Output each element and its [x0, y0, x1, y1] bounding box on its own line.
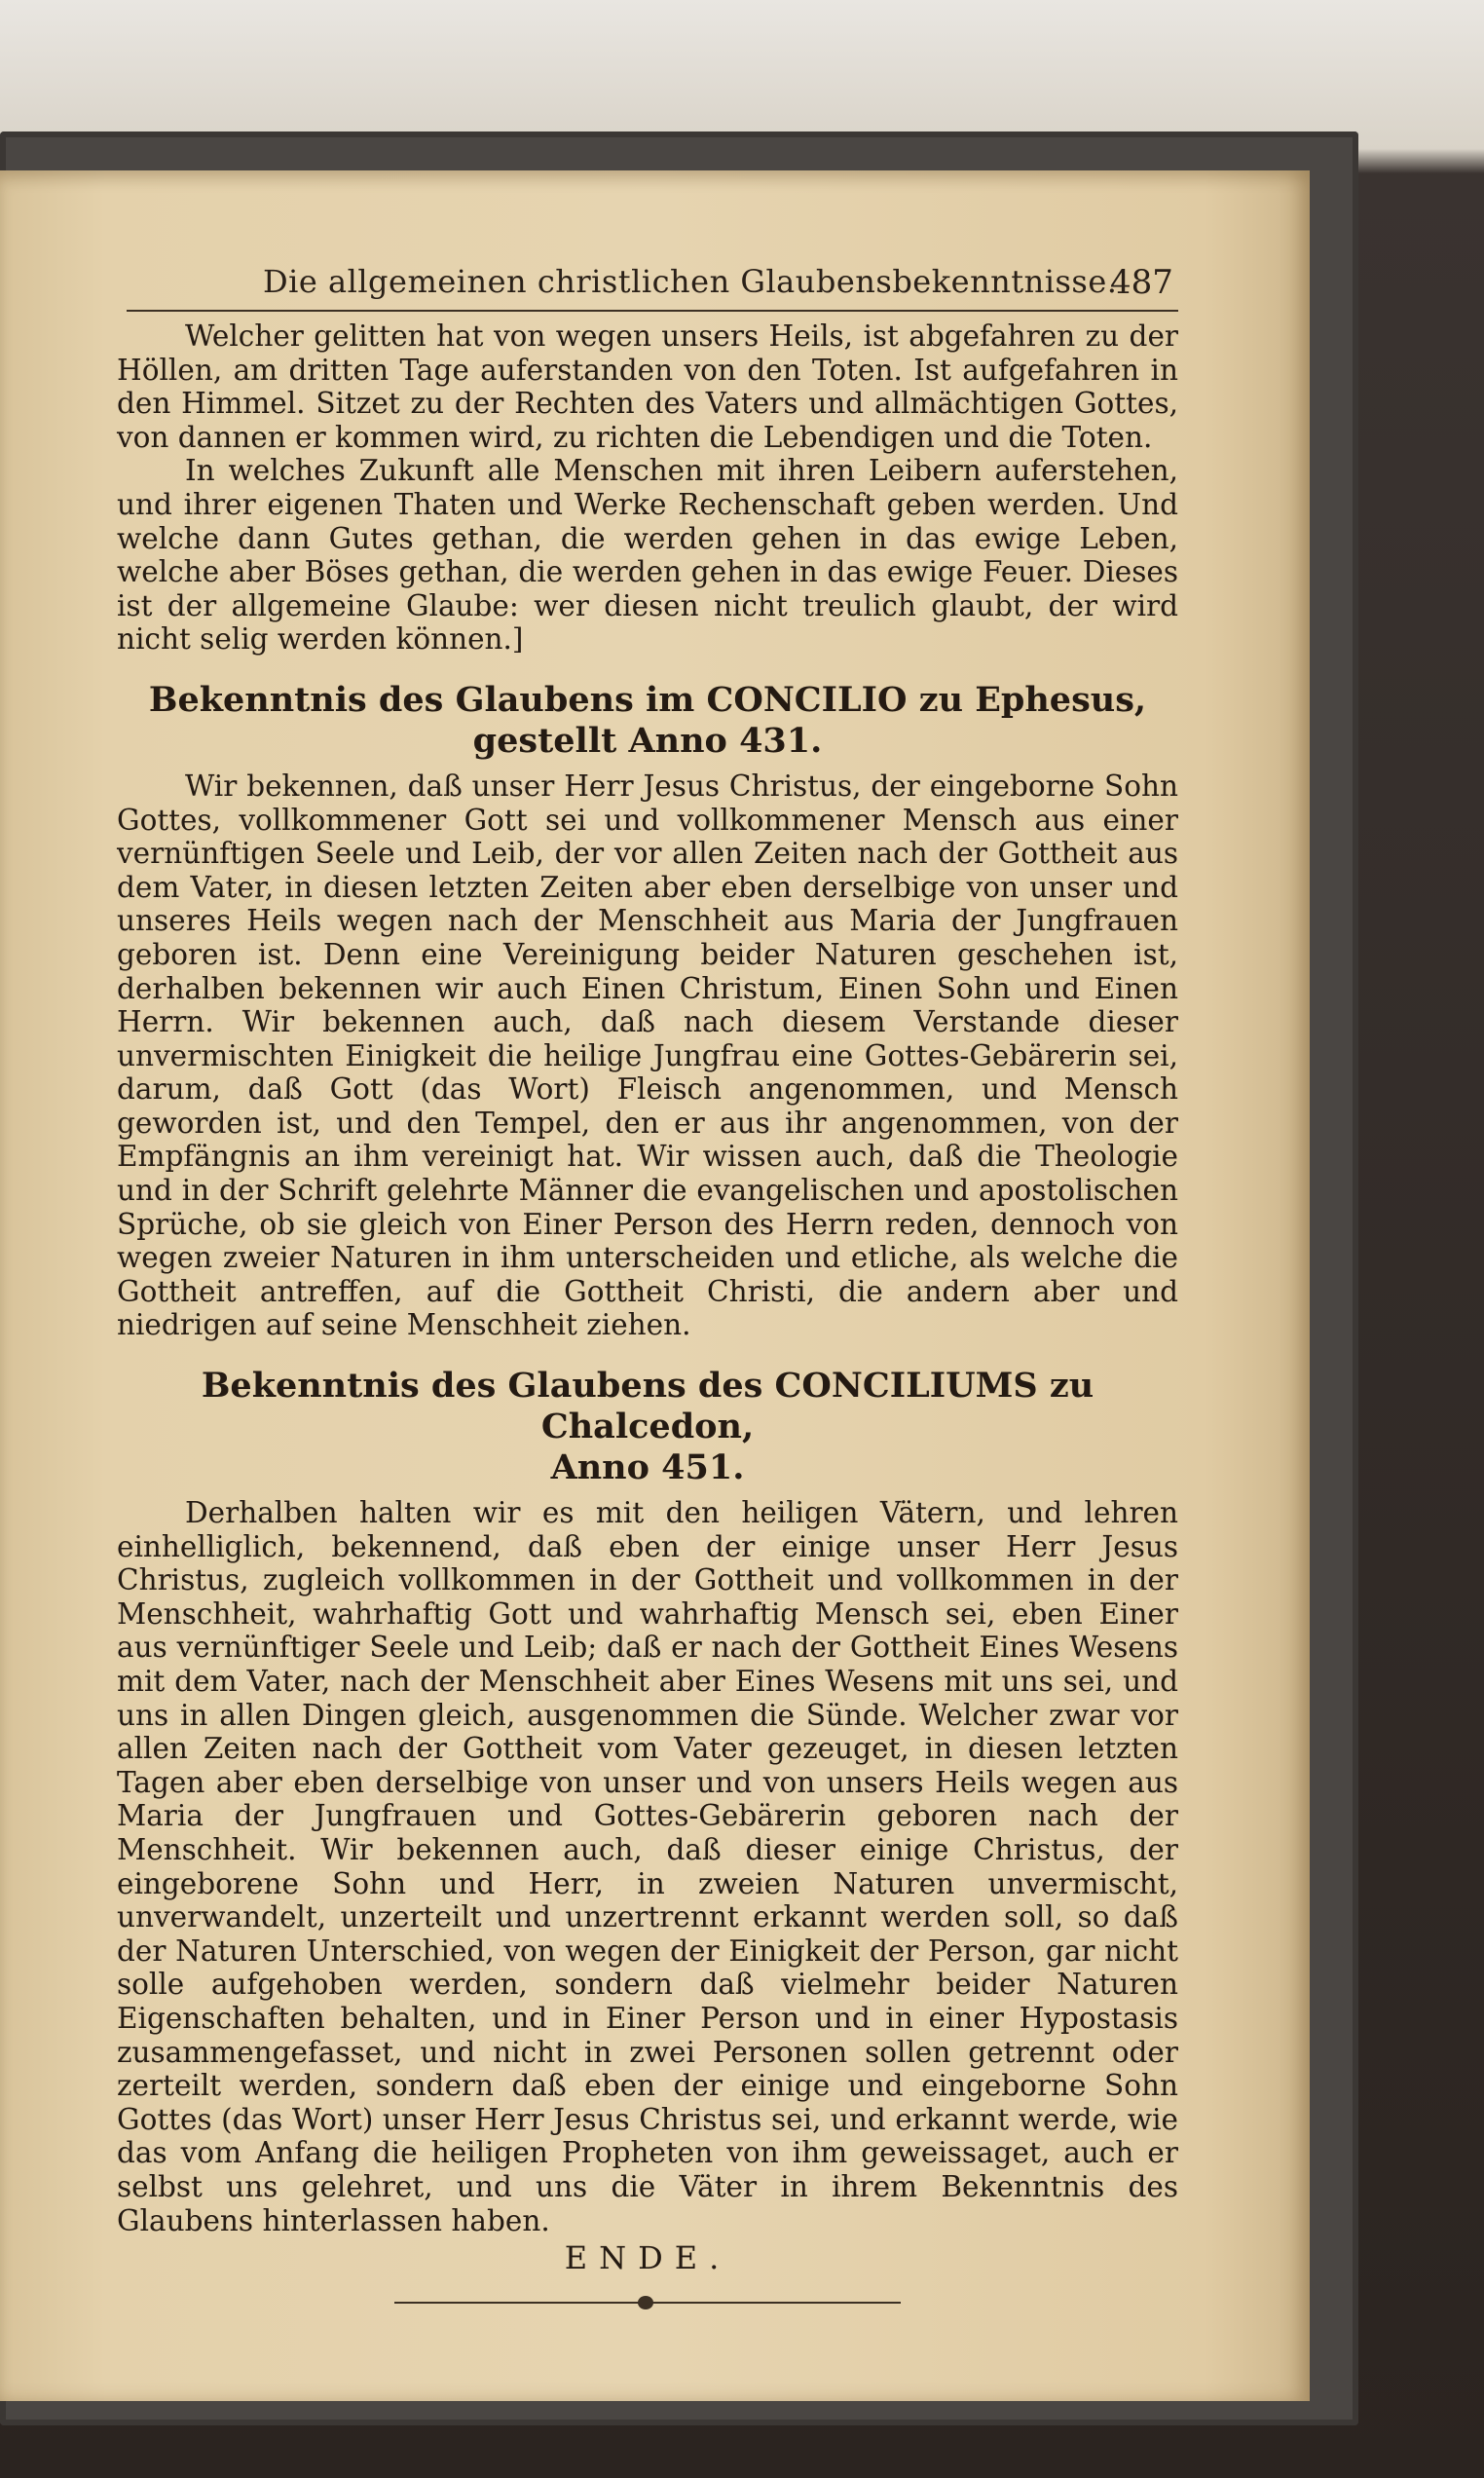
page-text [117, 319, 1178, 2312]
header-rule [127, 310, 1178, 312]
paragraph-4: Derhalben halten wir es mit den heiligen Vätern, und lehren einhelliglich, bekennend, daß eben der einige unser Herr Jesus Christus, zugleich vollkommen in der Gottheit und vollkommen in der Menschheit, wahrhaftig Gott und wahrhaftig Mensch sei, eben Einer aus vernünftiger Seele und Leib; daß er nach der Gottheit Eines Wesens mit dem Vater, nach der Menschheit aber Eines Wesens mit uns sei, und uns in allen Dingen gleich, ausgenommen die Sünde. Welcher zwar vor allen Zeiten nach der Gottheit vom Vater gezeuget, in diesen letzten Tagen aber eben derselbige von unser und von unsers Heils wegen aus Maria der Jungfrauen und Gottes-Gebärerin geboren nach der Menschheit. Wir bekennen auch, daß dieser einige Christus, der eingeborene Sohn und Herr, in zweien Naturen unvermischt, unverwandelt, unzerteilt und unzertrennt erkannt werden soll, so daß der Naturen Unterschied, von wegen der Einigkeit der Person, gar nicht solle aufgehoben werden, sondern daß vielmehr beider Naturen Eigenschaften behalten, und in Einer Person und in einer Hypostasis zusammengefasset, und nicht in zwei Personen sollen getrennt oder zerteilt werden, sondern daß eben der einige und eingeborne Sohn Gottes (das Wort) unser Herr Jesus Christus sei, und erkannt werde, wie das vom Anfang die heiligen Propheten von ihm geweissaget, auch er selbst uns gelehret, und uns die Väter in ihrem Bekenntnis des Glaubens hinterlassen haben. [117, 1496, 1178, 2237]
paragraph-1: Welcher gelitten hat von wegen unsers Heils, ist abgefahren zu der Höllen, am dritten Tage auferstanden von den Toten. Ist aufgefahren in den Himmel. Sitzet zu der Rechten des Vaters und allmächtigen Gottes, von dannen er kommen wird, zu richten die Lebendigen und die Toten. [117, 319, 1178, 454]
page-number: 487 [1110, 263, 1173, 302]
heading-chalcedon-line-2: Anno 451. [550, 1447, 745, 1488]
ende-text: ENDE. [564, 2239, 731, 2277]
closing-ornament [394, 2293, 901, 2312]
running-title: Die allgemeinen christlichen Glaubensbekenntnisse. [263, 263, 1118, 300]
paragraph-3: Wir bekennen, daß unser Herr Jesus Christus, der eingeborne Sohn Gottes, vollkommener Gott sei und vollkommener Mensch aus einer vernünftigen Seele und Leib, der vor allen Zeiten nach der Gottheit aus dem Vater, in diesen letzten Zeiten aber eben derselbige von unser und unseres Heils wegen nach der Menschheit aus Maria der Jungfrauen geboren ist. Denn eine Vereinigung beider Naturen geschehen ist, derhalben bekennen wir auch Einen Christum, Einen Sohn und Einen Herrn. Wir bekennen auch, daß nach diesem Verstande dieser unvermischten Einigkeit die heilige Jungfrau eine Gottes-Gebärerin sei, darum, daß Gott (das Wort) Fleisch angenommen, und Mensch geworden ist, und den Tempel, den er aus ihr angenommen, von der Empfängnis an ihm vereinigt hat. Wir wissen auch, daß die Theologie und in der Schrift gelehrte Männer die evangelischen und apostolischen Sprüche, ob sie gleich von Einer Person des Herrn reden, dennoch von wegen zweier Naturen in ihm unterscheiden und etliche, als welche die Gottheit antreffen, auf die Gottheit Christi, die andern aber und niedrigen auf seine Menschheit ziehen. [117, 769, 1178, 1342]
heading-ephesus [117, 680, 1178, 762]
heading-chalcedon-line-1: Bekenntnis des Glaubens des CONCILIUMS zu Chalcedon, [201, 1366, 1094, 1447]
heading-ephesus-line-2: gestellt Anno 431. [472, 720, 823, 761]
ornament-dot-icon [638, 2296, 653, 2309]
heading-ephesus-line-1: Bekenntnis des Glaubens im CONCILIO zu Ephesus, [148, 679, 1147, 720]
paragraph-2: In welches Zukunft alle Menschen mit ihren Leibern auferstehen, und ihrer eigenen Thaten und Werke Rechenschaft geben werden. Und welche dann Gutes gethan, die werden gehen in das ewige Leben, welche aber Böses gethan, die werden gehen in das ewige Feuer. Dieses ist der allgemeine Glaube: wer diesen nicht treulich glaubt, der wird nicht selig werden können.] [117, 454, 1178, 657]
heading-chalcedon [117, 1366, 1178, 1488]
